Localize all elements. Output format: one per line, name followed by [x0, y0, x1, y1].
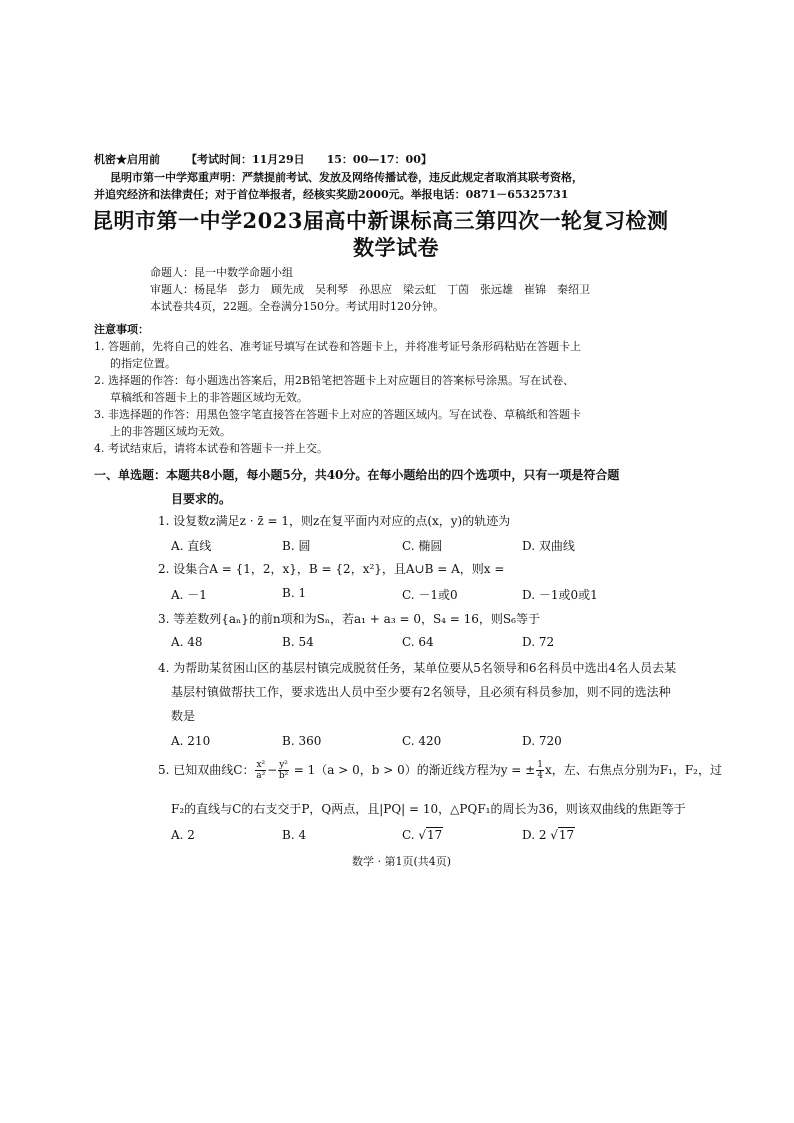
q5-option-c: C. √17: [402, 828, 443, 842]
q4-option-b: B. 360: [282, 734, 322, 748]
q2-option-c: C. －1或0: [402, 588, 458, 602]
q1-option-c: C. 椭圆: [402, 539, 443, 553]
question-3-stem: 3. 等差数列{aₙ}的前n项和为Sₙ，若a₁ + a₃ = 0，S₄ = 16，则S₆等于: [158, 612, 540, 626]
exam-title: 昆明市第一中学2023届高中新课标高三第四次一轮复习检测: [92, 208, 669, 233]
q4-option-c: C. 420: [402, 734, 442, 748]
question-2-stem: 2. 设集合A = {1，2，x}，B = {2，x²}，且A∪B = A，则x =: [158, 562, 505, 576]
q2-option-a: A. －1: [171, 588, 207, 602]
confidential-label: 机密★启用前: [94, 153, 160, 166]
q3-option-d: D. 72: [522, 635, 555, 649]
q5-post: x，左、右焦点分别为F₁，F₂，过: [544, 763, 722, 777]
exam-time: 【考试时间：11月29日 15：00—17：00】: [186, 153, 432, 166]
q1-option-a: A. 直线: [171, 539, 212, 553]
q5-option-a: A. 2: [171, 828, 195, 842]
question-1-stem: 1. 设复数z满足z · z̄ = 1，则z在复平面内对应的点(x，y)的轨迹为: [158, 514, 511, 528]
q1-option-d: D. 双曲线: [522, 539, 575, 553]
statement-line-2: 并追究经济和法律责任；对于首位举报者，经核实奖励2000元。举报电话：0871－65325731: [94, 188, 569, 201]
q5-middle: = 1（a > 0，b > 0）的渐近线方程为y = ±: [289, 763, 536, 777]
section-1-heading-cont: 目要求的。: [171, 492, 232, 506]
q4-option-a: A. 210: [171, 734, 211, 748]
q4-option-d: D. 720: [522, 734, 562, 748]
reviewers: 审题人：杨昆华 彭力 顾先成 吴利琴 孙思应 梁云虹 丁茵 张远雄 崔锦 秦绍卫: [150, 283, 590, 296]
fraction-one-quarter: $\frac{1}{4}$: [537, 760, 543, 781]
q1-option-b: B. 圆: [282, 539, 311, 553]
exam-info: 本试卷共4页，22题。全卷满分150分。考试用时120分钟。: [150, 300, 444, 313]
note-1-line-2: 的指定位置。: [110, 357, 176, 370]
q3-option-a: A. 48: [171, 635, 203, 649]
question-4-line-3: 数是: [171, 709, 196, 723]
page-footer: 数学 · 第1页(共4页): [352, 855, 452, 868]
q2-option-b: B. 1: [282, 586, 307, 600]
fraction-x2-a2: $\frac{\text{x²}}{\text{a²}}$: [256, 760, 266, 781]
q5-option-d: D. 2 √17: [522, 828, 575, 842]
note-2-line-2: 草稿纸和答题卡上的非答题区域均无效。: [110, 391, 308, 404]
sqrt-radicand: 17: [558, 828, 575, 842]
question-4-line-1: 4. 为帮助某贫困山区的基层村镇完成脱贫任务，某单位要从5名领导和6名科员中选出4名人员去某: [158, 661, 677, 675]
question-4-line-2: 基层村镇做帮扶工作，要求选出人员中至少要有2名领导，且必须有科员参加，则不同的选法种: [171, 685, 671, 699]
notes-heading: 注意事项：: [94, 323, 149, 336]
question-5-line-1: 5. 已知双曲线C： $\frac{\text{x²}}{\text{a²}}$ − $\frac{\text{y²}}{\text{b²}}$ = 1（a > 0，b > 0）的渐近线方程为y = ± $\frac{1}{4}$ x，左、右焦点分别为F₁，F₂，过: [158, 760, 722, 781]
note-4: 4. 考试结束后，请将本试卷和答题卡一并上交。: [94, 442, 328, 455]
setter: 命题人：昆一中数学命题小组: [150, 266, 293, 279]
note-2-line-1: 2. 选择题的作答：每小题选出答案后，用2B铅笔把答题卡上对应题目的答案标号涂黑。写在试卷、: [94, 374, 575, 387]
q3-option-b: B. 54: [282, 635, 314, 649]
note-3-line-2: 上的非答题区域均无效。: [110, 425, 231, 438]
q5-option-b: B. 4: [282, 828, 307, 842]
question-5-line-2: F₂的直线与C的右支交于P，Q两点，且|PQ| = 10，△PQF₁的周长为36，则该双曲线的焦距等于: [171, 802, 686, 816]
section-1-heading: 一、单选题：本题共8小题，每小题5分，共40分。在每小题给出的四个选项中，只有一项是符合题: [94, 468, 620, 482]
q3-option-c: C. 64: [402, 635, 434, 649]
q2-option-d: D. －1或0或1: [522, 588, 598, 602]
note-1-line-1: 1. 答题前，先将自己的姓名、准考证号填写在试卷和答题卡上，并将准考证号条形码粘贴在答题卡上: [94, 340, 581, 353]
q5-prefix: 5. 已知双曲线C：: [158, 763, 255, 777]
fraction-y2-b2: $\frac{\text{y²}}{\text{b²}}$: [278, 760, 289, 781]
sqrt-radicand: 17: [427, 828, 443, 842]
statement-line-1: 昆明市第一中学郑重声明：严禁提前考试、发放及网络传播试卷，违反此规定者取消其联考资格，: [110, 171, 583, 184]
exam-subtitle: 数学试卷: [353, 235, 439, 260]
note-3-line-1: 3. 非选择题的作答：用黑色签字笔直接答在答题卡上对应的答题区域内。写在试卷、草稿纸和答题卡: [94, 408, 581, 421]
